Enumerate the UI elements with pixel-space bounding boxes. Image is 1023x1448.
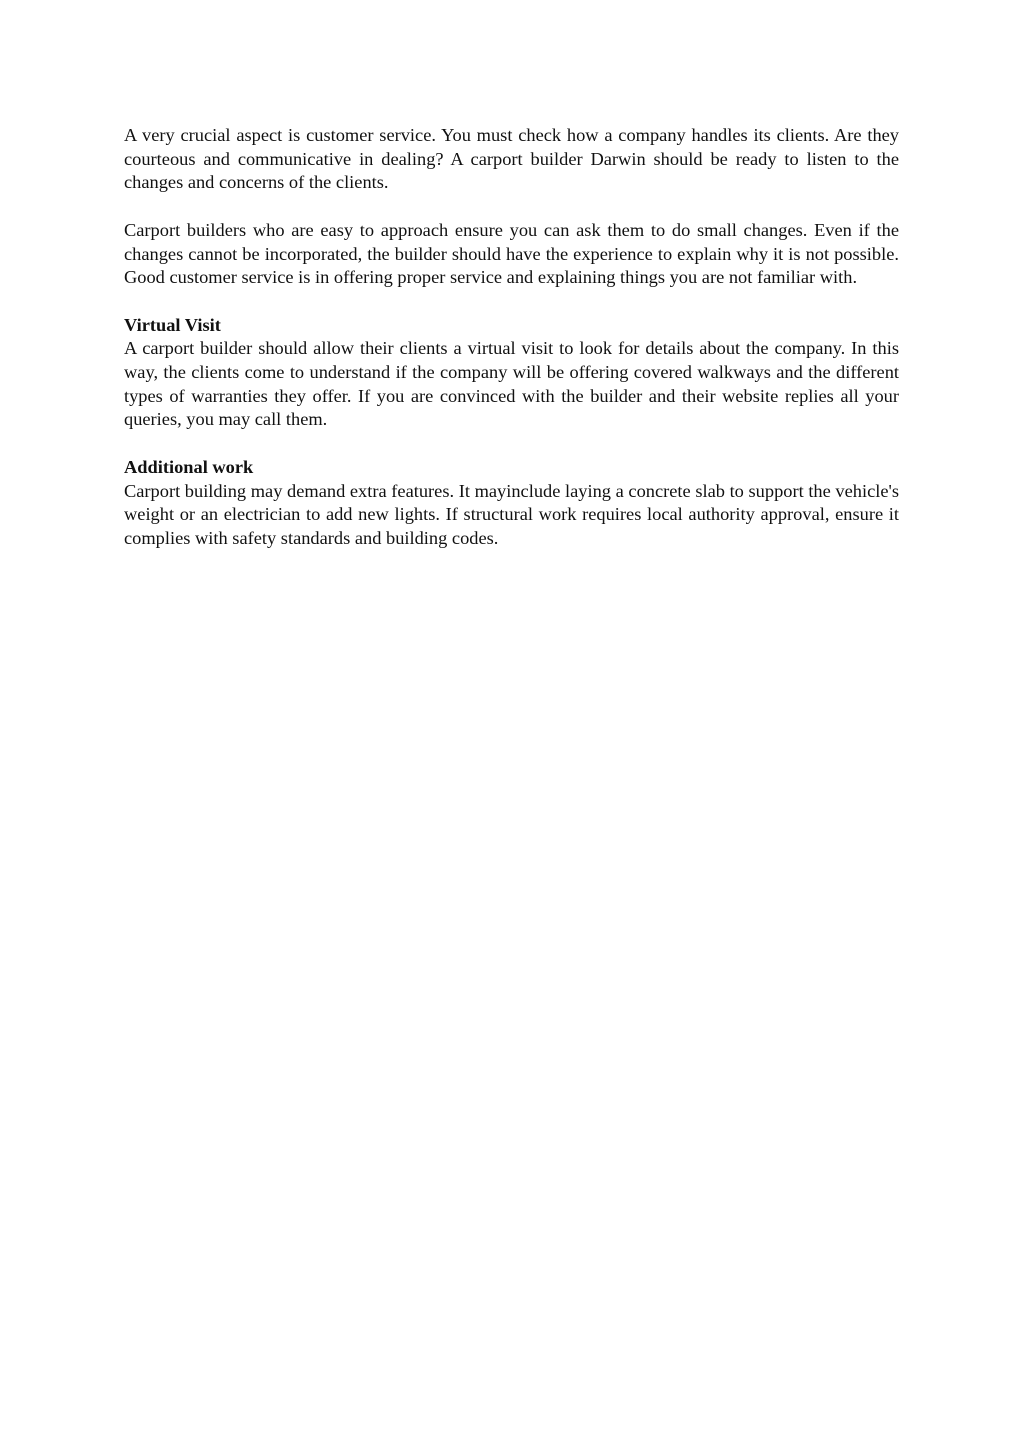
section-body-additional-work: Carport building may demand extra features. It mayinclude laying a concrete slab to support the vehicle's weight or an electrician to add new lights. If structural work requires local authority approval, ensure it complies with safety standards and building codes. bbox=[124, 480, 899, 548]
section-heading-virtual-visit: Virtual Visit bbox=[124, 314, 221, 335]
section-virtual-visit bbox=[124, 314, 899, 433]
section-body-virtual-visit: A carport builder should allow their clients a virtual visit to look for details about the company. In this way, the clients come to understand if the company will be offering covered walkways and the different types of warranties they offer. If you are convinced with the builder and their website replies all your queries, you may call them. bbox=[124, 338, 899, 430]
document-body bbox=[124, 124, 899, 574]
section-additional-work bbox=[124, 456, 899, 551]
intro-paragraph-customer-service: A very crucial aspect is customer service. You must check how a company handles its clients. Are they courteous and communicative in dealing? A carport builder Darwin should be ready to listen to the changes and concerns of the clients. bbox=[124, 125, 899, 193]
intro-paragraph-approachable-builders: Carport builders who are easy to approach ensure you can ask them to do small changes. Even if the changes cannot be incorporated, the builder should have the experience to explain why it is not possible. Good customer service is in offering proper service and explaining things you are not familiar with. bbox=[124, 219, 899, 288]
section-heading-additional-work: Additional work bbox=[124, 456, 254, 477]
